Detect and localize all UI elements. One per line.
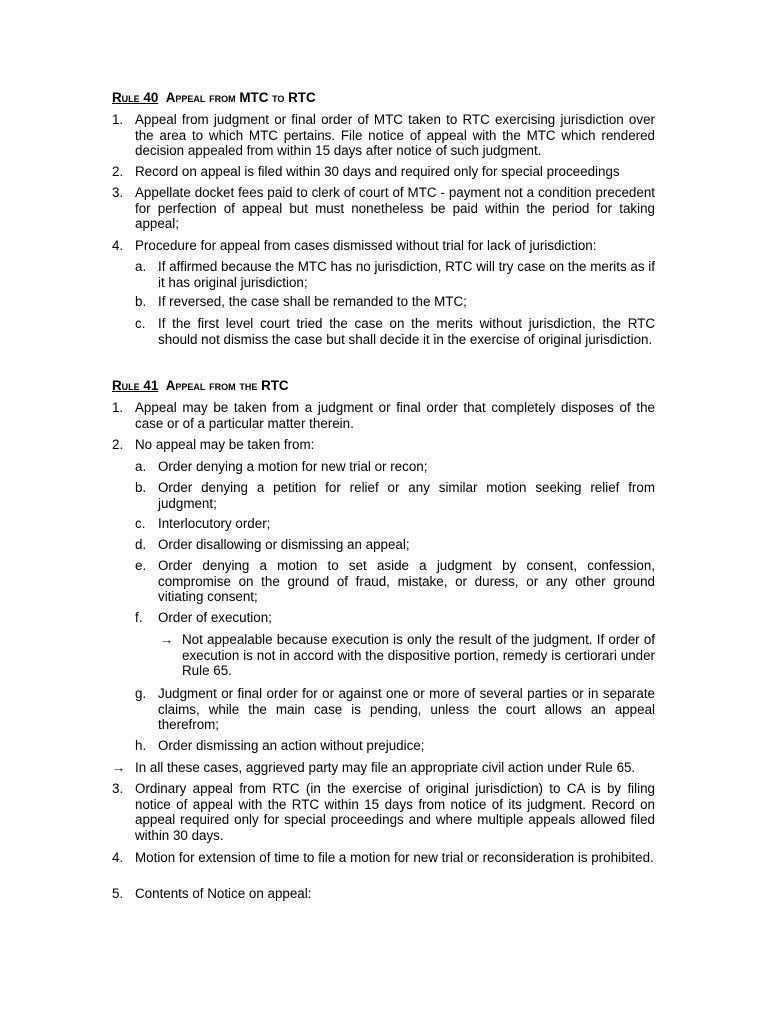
rule-40-number: Rule 40 (112, 90, 159, 105)
sub-item-text: If reversed, the case shall be remanded to the MTC; (158, 294, 467, 309)
item-marker: 3. (112, 781, 124, 796)
rule-41-sub-item-c (135, 516, 655, 532)
item-text: Appeal may be taken from a judgment or final order that completely disposes of the case or of a particular matter therein. (135, 400, 655, 431)
sub-item-marker: b. (135, 480, 147, 495)
rule-41-all-cases-note (112, 760, 655, 776)
sub-item-text: If the first level court tried the case on the merits without jurisdiction, the RTC should not dismiss the case but shall decide it in the exercise of original jurisdiction. (158, 316, 655, 347)
sub-item-marker: d. (135, 537, 147, 552)
rule-41-item-4 (112, 850, 655, 866)
sub-item-text: Order disallowing or dismissing an appeal; (158, 537, 410, 552)
sub-item-text: Order dismissing an action without prejudice; (158, 738, 425, 753)
sub-item-marker: h. (135, 738, 147, 753)
item-marker: 1. (112, 400, 124, 415)
sub-item-text: Order of execution; (158, 610, 272, 625)
item-text: Procedure for appeal from cases dismissed without trial for lack of jurisdiction: (135, 238, 597, 253)
item-marker: 2. (112, 164, 124, 179)
rule-40-sub-item-b (135, 294, 655, 310)
item-text: Ordinary appeal from RTC (in the exercise of original jurisdiction) to CA is by filing notice of appeal with the RTC within 15 days from notice of its judgment. Record on appeal required only for special proceedings and where multiple appeals allowed filed within 30 days. (135, 781, 655, 843)
sub-item-text: If affirmed because the MTC has no jurisdiction, RTC will try case on the merits as if it has original jurisdiction; (158, 259, 655, 290)
rule-40-item-4 (112, 238, 655, 254)
rule-40-sub-item-c (135, 316, 655, 347)
rule-41-sub-item-d (135, 537, 655, 553)
rule-41-title: Appeal from the RTC (165, 378, 289, 393)
rule-41-item-3 (112, 781, 655, 843)
rule-41-item-5 (112, 886, 655, 902)
sub-item-marker: c. (135, 516, 146, 531)
item-marker: 2. (112, 437, 124, 452)
rule-41-sub-item-a (135, 459, 655, 475)
sub-item-text: Interlocutory order; (158, 516, 271, 531)
rule-40-sub-item-a (135, 259, 655, 290)
rule-41-item-1 (112, 400, 655, 431)
item-text: Appellate docket fees paid to clerk of court of MTC - payment not a condition precedent for perfection of appeal but must nonetheless be paid within the period for taking appeal; (135, 185, 655, 232)
rule-41-item-2 (112, 437, 655, 453)
rule-40-item-3 (112, 185, 655, 232)
rule-41-f-note (160, 632, 655, 679)
rule-41-sub-item-g (135, 686, 655, 733)
rule-41-sub-item-h (135, 738, 655, 754)
item-text: Motion for extension of time to file a motion for new trial or reconsideration is prohibited. (135, 850, 654, 865)
sub-item-marker: b. (135, 294, 147, 309)
item-marker: 4. (112, 850, 124, 865)
note-text: In all these cases, aggrieved party may file an appropriate civil action under Rule 65. (135, 760, 636, 775)
note-text: Not appealable because execution is only the result of the judgment. If order of execution is not in accord with the dispositive portion, remedy is certiorari under Rule 65. (182, 632, 655, 679)
item-text: Contents of Notice on appeal: (135, 886, 312, 901)
item-marker: 1. (112, 112, 124, 127)
sub-item-marker: a. (135, 459, 147, 474)
item-text: Appeal from judgment or final order of MTC taken to RTC exercising jurisdiction over the area to which MTC pertains. File notice of appeal with the MTC which rendered decision appealed from within 15 days after notice of such judgment. (135, 112, 655, 159)
sub-item-marker: c. (135, 316, 146, 331)
rule-41-sub-item-e (135, 558, 655, 605)
rule-40-item-1 (112, 112, 655, 159)
rule-41-sub-item-b (135, 480, 655, 511)
sub-item-text: Judgment or final order for or against one or more of several parties or in separate claims, while the main case is pending, unless the court allows an appeal therefrom; (158, 686, 655, 733)
arrow-right-icon: → (160, 632, 174, 647)
item-text: Record on appeal is filed within 30 days and required only for special proceedings (135, 164, 620, 179)
rule-40-item-2 (112, 164, 655, 180)
rule-40-title: Appeal from MTC to RTC (165, 90, 316, 105)
item-text: No appeal may be taken from: (135, 437, 315, 452)
sub-item-marker: e. (135, 558, 147, 573)
sub-item-text: Order denying a motion to set aside a judgment by consent, confession, compromise on the ground of fraud, mistake, or duress, or any other ground vitiating consent; (158, 558, 655, 605)
sub-item-text: Order denying a motion for new trial or recon; (158, 459, 428, 474)
item-marker: 4. (112, 238, 124, 253)
sub-item-marker: a. (135, 259, 147, 274)
sub-item-marker: f. (135, 610, 143, 625)
arrow-right-icon: → (112, 760, 126, 775)
rule-40-heading (112, 90, 316, 106)
rule-41-heading (112, 378, 289, 394)
item-marker: 5. (112, 886, 124, 901)
rule-41-sub-item-f (135, 610, 655, 626)
sub-item-text: Order denying a petition for relief or any similar motion seeking relief from judgment; (158, 480, 655, 511)
sub-item-marker: g. (135, 686, 147, 701)
rule-41-number: Rule 41 (112, 378, 159, 393)
item-marker: 3. (112, 185, 124, 200)
